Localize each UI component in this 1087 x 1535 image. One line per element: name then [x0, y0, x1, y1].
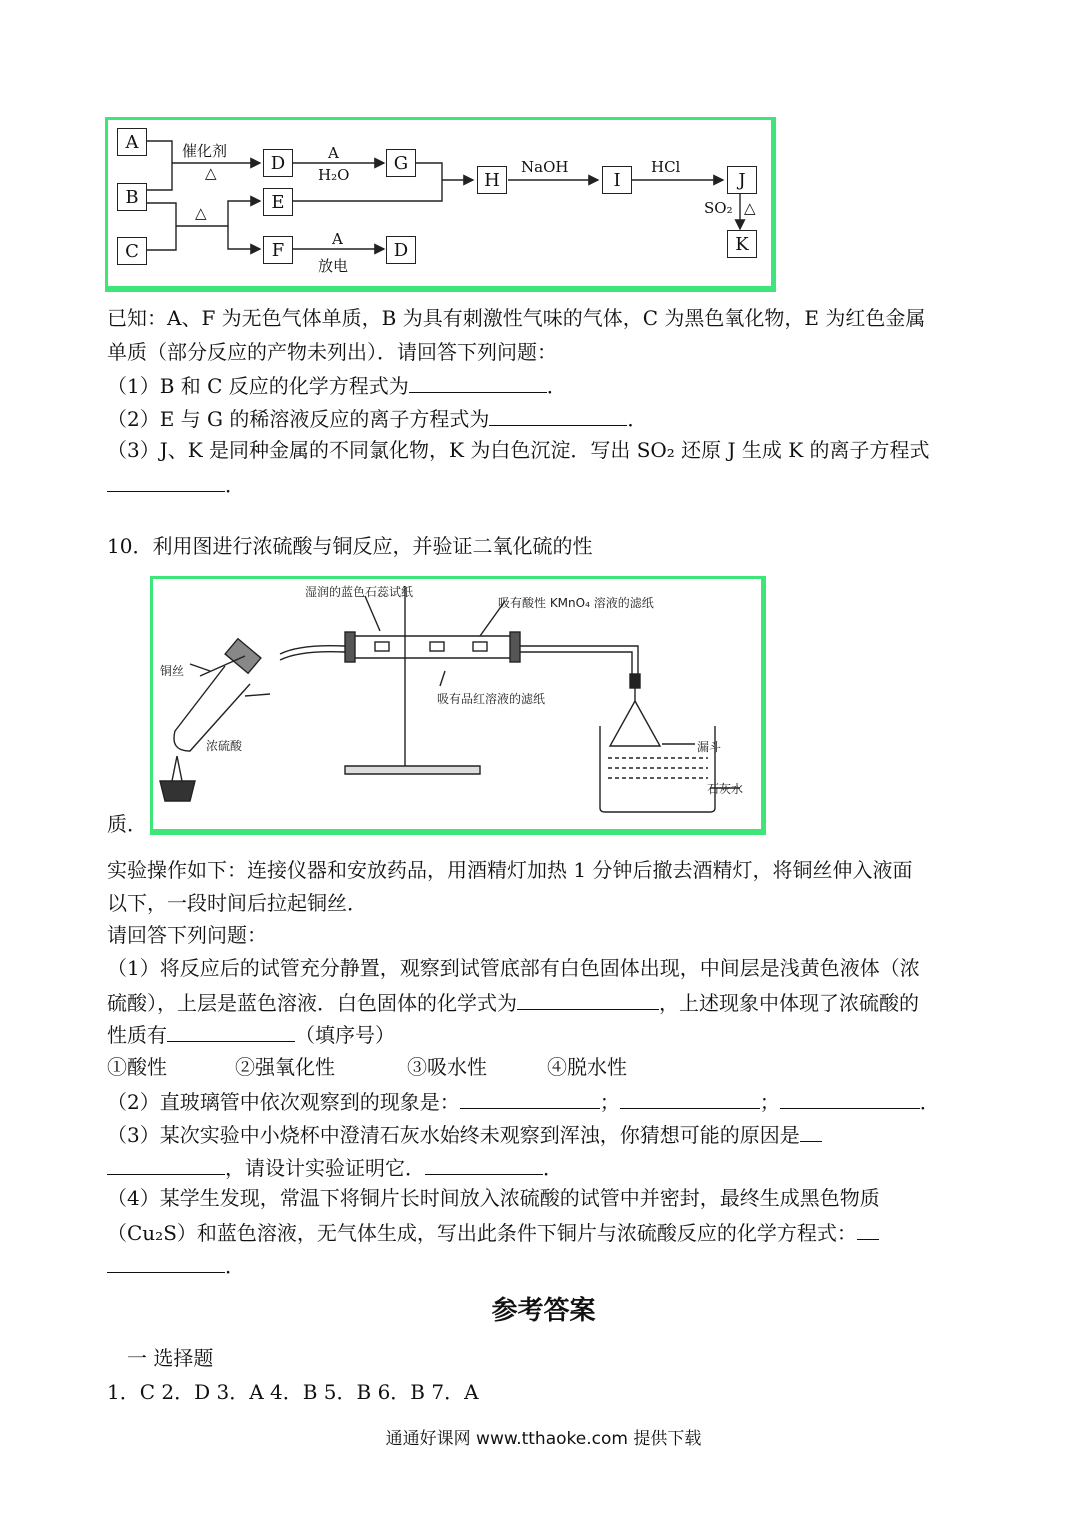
- q9-part2-text: （2）E 与 G 的稀溶液反应的离子方程式为: [107, 407, 490, 431]
- q10-sub2-text: （2）直玻璃管中依次观察到的现象是：: [107, 1090, 460, 1114]
- answers-list: 1．C 2．D 3．A 4．B 5．B 6．B 7．A: [107, 1380, 479, 1404]
- node-J: J: [727, 166, 757, 194]
- node-D2: D: [386, 236, 416, 264]
- q10-sub4-blank-a[interactable]: [857, 1219, 879, 1240]
- q10-sub4-blank-b[interactable]: [107, 1252, 225, 1273]
- q10-sub2: [107, 1088, 940, 1114]
- q9-known-line1: 已知：A、F 为无色气体单质，B 为具有刺激性气味的气体，C 为黑色氧化物，E 为红色金属: [107, 306, 926, 330]
- label-catalyst: 催化剂: [182, 142, 228, 160]
- q9-known-line2: 单质（部分反应的产物未列出）．请回答下列问题：: [107, 340, 557, 364]
- label-litmus: 湿润的蓝色石蕊试纸: [305, 585, 414, 599]
- q9-part2: [107, 405, 647, 431]
- node-I: I: [602, 166, 632, 194]
- node-A: A: [117, 128, 147, 156]
- label-acid: 浓硫酸: [206, 739, 243, 753]
- q10-sub1-line1: （1）将反应后的试管充分静置，观察到试管底部有白色固体出现，中间层是浅黄色液体（浓: [107, 956, 920, 980]
- node-D: D: [263, 149, 293, 177]
- q10-title-cont: 质．: [107, 812, 147, 836]
- q10-ask: 请回答下列问题：: [107, 923, 267, 947]
- option-1: ①酸性: [107, 1055, 167, 1079]
- q10-operation-2: 以下，一段时间后拉起铜丝．: [107, 891, 367, 915]
- node-E: E: [263, 188, 293, 216]
- node-B: B: [117, 183, 147, 211]
- label-heat-1: △: [205, 164, 217, 182]
- q9-part1-dot: ．: [546, 374, 567, 398]
- option-2: ②强氧化性: [235, 1055, 335, 1079]
- label-limewater: 石灰水: [707, 782, 744, 796]
- q10-sub4-text: （Cu₂S）和蓝色溶液，无气体生成，写出此条件下铜片与浓硫酸反应的化学方程式：: [107, 1221, 857, 1245]
- q10-sub3-dot: ．: [543, 1156, 563, 1180]
- q10-sub2-dot: ．: [919, 1090, 940, 1114]
- q10-sub3-line2: [107, 1154, 563, 1180]
- q10-sub1-text-4: （填序号）: [295, 1023, 395, 1047]
- option-3: ③吸水性: [407, 1055, 487, 1079]
- q10-sub4-line2: [107, 1219, 879, 1245]
- label-naoh: NaOH: [521, 158, 569, 176]
- q9-part3: （3）J、K 是同种金属的不同氯化物，K 为白色沉淀．写出 SO₂ 还原 J 生成 K 的离子方程式: [107, 438, 930, 462]
- q9-part2-dot: ．: [627, 407, 648, 431]
- label-so2: SO₂: [704, 199, 733, 217]
- label-heat-2: △: [195, 204, 207, 222]
- q10-sub2-blank-1[interactable]: [460, 1088, 600, 1109]
- label-hcl: HCl: [651, 158, 681, 176]
- q10-operation-1: 实验操作如下：连接仪器和安放药品，用酒精灯加热 1 分钟后撤去酒精灯，将铜丝伸入液面: [107, 858, 913, 882]
- label-h2o: H₂O: [318, 166, 350, 184]
- node-K: K: [727, 230, 757, 258]
- q10-sub1-text-3: 性质有: [107, 1023, 167, 1047]
- label-copper: 铜丝: [160, 664, 185, 678]
- q10-sub4-line3: [107, 1252, 245, 1278]
- q10-options: [107, 1055, 627, 1079]
- label-pinkred: 吸有品红溶液的滤纸: [437, 692, 546, 706]
- q9-part3-answer: [107, 471, 245, 497]
- label-kmno4: 吸有酸性 KMnO₄ 溶液的滤纸: [498, 596, 654, 610]
- q10-sub1-text-2: ，上述现象中体现了浓硫酸的: [659, 991, 919, 1015]
- node-G: G: [386, 149, 416, 177]
- q9-part1-text: （1）B 和 C 反应的化学方程式为: [107, 374, 409, 398]
- flowchart-arrows: [0, 0, 1087, 300]
- q9-part3-blank[interactable]: [107, 471, 225, 492]
- q10-sub3-blank-1b[interactable]: [107, 1154, 225, 1175]
- q10-sub3-blank-2[interactable]: [425, 1154, 543, 1175]
- label-a-2: A: [332, 230, 343, 248]
- label-heat-3: △: [744, 199, 756, 217]
- node-C: C: [117, 237, 147, 265]
- q10-title: 10．利用图进行浓硫酸与铜反应，并验证二氧化硫的性: [107, 534, 593, 558]
- q10-sub1-line3: [107, 1021, 395, 1047]
- node-H: H: [477, 166, 507, 194]
- node-F: F: [263, 236, 293, 264]
- q10-sub1-line2: [107, 989, 919, 1015]
- q10-sub2-blank-3[interactable]: [780, 1088, 920, 1109]
- q10-sub3-text-2: ，请设计实验证明它．: [225, 1156, 425, 1180]
- q9-part1-blank[interactable]: [409, 372, 547, 393]
- q10-sub1-text: 硫酸），上层是蓝色溶液．白色固体的化学式为: [107, 991, 517, 1015]
- page-footer: 通通好课网 www.tthaoke.com 提供下载: [385, 1429, 702, 1449]
- answers-heading: 参考答案: [491, 1296, 596, 1326]
- q10-sub1-blank-2[interactable]: [167, 1021, 295, 1042]
- q10-sub4-line1: （4）某学生发现，常温下将铜片长时间放入浓硫酸的试管中并密封，最终生成黑色物质: [107, 1186, 880, 1210]
- q9-part1: [107, 372, 567, 398]
- q10-sub3-line1: [107, 1121, 822, 1147]
- q10-sub1-blank-1[interactable]: [517, 989, 659, 1010]
- q9-part2-blank[interactable]: [489, 405, 627, 426]
- option-4: ④脱水性: [547, 1055, 627, 1079]
- label-funnel: 漏斗: [697, 740, 722, 754]
- q10-sub2-blank-2[interactable]: [620, 1088, 760, 1109]
- answers-section: 一 选择题: [127, 1346, 214, 1370]
- q10-sub3-text: （3）某次实验中小烧杯中澄清石灰水始终未观察到浑浊，你猜想可能的原因是: [107, 1123, 800, 1147]
- label-a-1: A: [328, 144, 339, 162]
- q9-part3-dot: ．: [225, 473, 245, 497]
- q10-sub2-sep-1: ；: [599, 1090, 620, 1114]
- q10-sub2-sep-2: ；: [759, 1090, 780, 1114]
- q10-sub3-blank-1a[interactable]: [800, 1121, 822, 1142]
- label-discharge: 放电: [318, 257, 349, 275]
- q10-sub4-dot: ．: [225, 1254, 245, 1278]
